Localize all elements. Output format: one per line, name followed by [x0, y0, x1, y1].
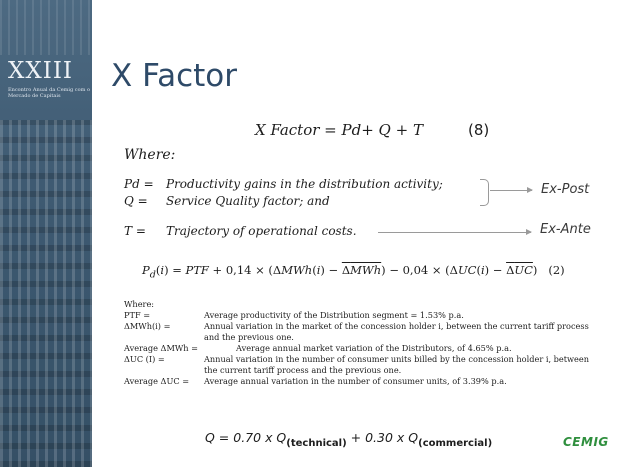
- ex-ante-arrow: [378, 232, 531, 233]
- term-q-definition: Service Quality factor; and: [166, 194, 330, 208]
- sidebar-panel: [0, 0, 92, 467]
- term-t-definition: Trajectory of operational costs.: [166, 224, 357, 238]
- glossary-term: Average ΔMWh =: [124, 343, 198, 353]
- pd-formula: $P_d(i)$ = PTF + 0,14 × (ΔMWh(i) − ΔMWh) − 0,04 × (ΔUC(i) − ΔUC) (2): [142, 263, 565, 281]
- glossary-definition: Average annual variation in the number of consumer units, of 3.39% p.a.: [204, 376, 507, 386]
- q-eq-middle: + 0.30 x Q: [346, 430, 419, 445]
- glossary-definition: Average annual market variation of the Distributors, of 4.65% p.a.: [236, 343, 512, 353]
- pd-q-bracket: [480, 179, 489, 206]
- cemig-logo: CEMIG: [563, 435, 609, 449]
- glossary-row: [124, 310, 594, 321]
- formula-number: (2): [548, 263, 565, 277]
- glossary-row: [124, 354, 594, 376]
- term-pd-symbol: Pd =: [124, 177, 154, 191]
- quality-factor-equation: [205, 430, 492, 449]
- sidebar-pattern-top: [0, 0, 92, 55]
- glossary-row: [124, 321, 594, 343]
- where-label: Where:: [124, 147, 176, 163]
- q-eq-sub-technical: (technical): [286, 437, 347, 449]
- glossary-term: ΔUC (I) =: [124, 354, 165, 364]
- glossary-term: Average ΔUC =: [124, 376, 190, 386]
- equation-number: (8): [468, 121, 490, 139]
- glossary-definition: Annual variation in the market of the concession holder i, between the current tariff process and the previous one.: [204, 321, 589, 342]
- glossary-row: [124, 343, 594, 354]
- glossary-term: PTF =: [124, 310, 151, 320]
- term-pd-definition: Productivity gains in the distribution activity;: [166, 177, 443, 191]
- glossary-definition: Average productivity of the Distribution segment = 1.53% p.a.: [204, 310, 464, 320]
- glossary: [124, 299, 594, 387]
- term-t-symbol: T =: [124, 224, 146, 238]
- glossary-row: [124, 376, 594, 387]
- term-q-symbol: Q =: [124, 194, 148, 208]
- slide-title: X Factor: [111, 58, 237, 94]
- q-eq-prefix: Q = 0.70 x Q: [205, 430, 287, 445]
- ex-post-arrow: [490, 190, 532, 191]
- glossary-where-label: Where:: [124, 299, 155, 309]
- glossary-term: ΔMWh(i) =: [124, 321, 171, 331]
- event-roman-numeral: XXIII: [8, 58, 74, 84]
- ex-ante-label: Ex-Ante: [540, 222, 591, 237]
- sidebar-building-pattern: [0, 120, 92, 467]
- q-eq-sub-commercial: (commercial): [418, 437, 493, 449]
- event-subtitle: Encontro Anual da Cemig com o Mercado de Capitais: [8, 87, 90, 99]
- glossary-definition: Annual variation in the number of consumer units billed by the concession holder i, between the current tariff process and the previous one.: [204, 354, 590, 375]
- ex-post-label: Ex-Post: [541, 182, 590, 197]
- x-factor-equation: X Factor = Pd+ Q + T: [255, 121, 423, 139]
